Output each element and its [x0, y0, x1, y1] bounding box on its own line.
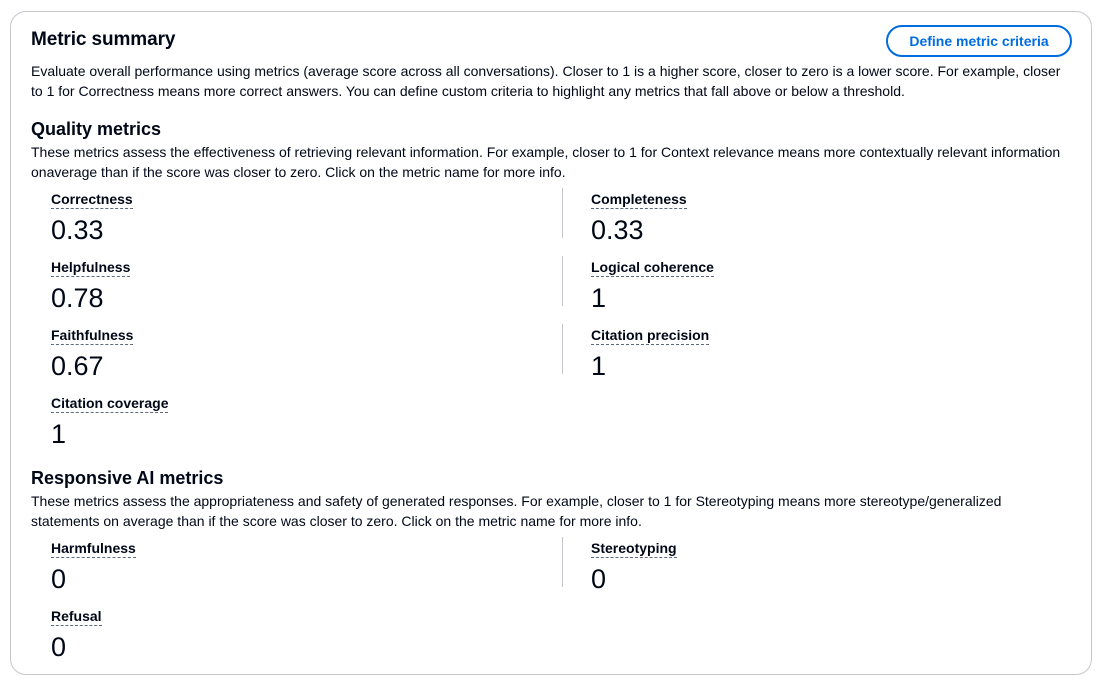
metric-name-citation-precision[interactable]: Citation precision	[591, 327, 710, 343]
metric-value-refusal: 0	[51, 632, 67, 662]
metric-value-faithfulness: 0.67	[51, 351, 104, 381]
metric-name-logical-coherence[interactable]: Logical coherence	[591, 259, 714, 275]
metric-name-helpfulness[interactable]: Helpfulness	[51, 259, 131, 275]
metric-value-harmfulness: 0	[51, 564, 67, 594]
metric-summary-card	[10, 11, 1092, 675]
metric-value-helpfulness: 0.78	[51, 283, 104, 313]
metric-name-refusal[interactable]: Refusal	[51, 608, 102, 624]
quality-metrics-heading: Quality metrics	[31, 119, 162, 139]
metric-helpfulness	[51, 259, 251, 314]
metric-correctness	[51, 191, 251, 246]
responsible-ai-metrics-heading: Responsive AI metrics	[31, 468, 224, 488]
responsible-ai-metrics-description: These metrics assess the appropriateness and safety of generated responses. For example, closer to 1 for Stereotyping means more stereotype/generalized statements on average than if the score was closer to zero. Click on the metric name for more info.	[31, 493, 1002, 529]
metric-name-faithfulness[interactable]: Faithfulness	[51, 327, 134, 343]
metric-name-completeness[interactable]: Completeness	[591, 191, 687, 207]
metric-value-stereotyping: 0	[591, 564, 607, 594]
metric-value-logical-coherence: 1	[591, 283, 607, 313]
column-divider	[562, 188, 563, 238]
metric-citation-precision	[591, 327, 791, 382]
metric-name-harmfulness[interactable]: Harmfulness	[51, 540, 136, 556]
metric-harmfulness	[51, 540, 251, 595]
define-metric-criteria-button[interactable]: Define metric criteria	[886, 25, 1072, 57]
metric-value-correctness: 0.33	[51, 215, 104, 245]
metric-name-correctness[interactable]: Correctness	[51, 191, 133, 207]
metric-value-citation-coverage: 1	[51, 419, 67, 449]
metric-citation-coverage	[51, 395, 251, 450]
metric-name-citation-coverage[interactable]: Citation coverage	[51, 395, 169, 411]
metric-summary-title: Metric summary	[31, 29, 176, 50]
column-divider	[562, 537, 563, 587]
metric-logical-coherence	[591, 259, 791, 314]
metric-summary-description: Evaluate overall performance using metrics (average score across all conversations). Closer to 1 is a higher score, closer to zero is a lower score. For example, closer to 1 for Correctness means more correct answers. You can define custom criteria to highlight any metrics that fall above or below a threshold.	[31, 63, 1061, 99]
column-divider	[562, 256, 563, 306]
metric-refusal	[51, 608, 251, 663]
metric-value-completeness: 0.33	[591, 215, 644, 245]
column-divider	[562, 324, 563, 374]
metric-name-stereotyping[interactable]: Stereotyping	[591, 540, 677, 556]
metric-value-citation-precision: 1	[591, 351, 607, 381]
metric-faithfulness	[51, 327, 251, 382]
metric-completeness	[591, 191, 791, 246]
metric-stereotyping	[591, 540, 791, 595]
quality-metrics-description: These metrics assess the effectiveness of retrieving relevant information. For example, closer to 1 for Context relevance means more contextually relevant information onaverage than if the score was closer to zero. Click on the metric name for more info.	[31, 144, 1061, 180]
